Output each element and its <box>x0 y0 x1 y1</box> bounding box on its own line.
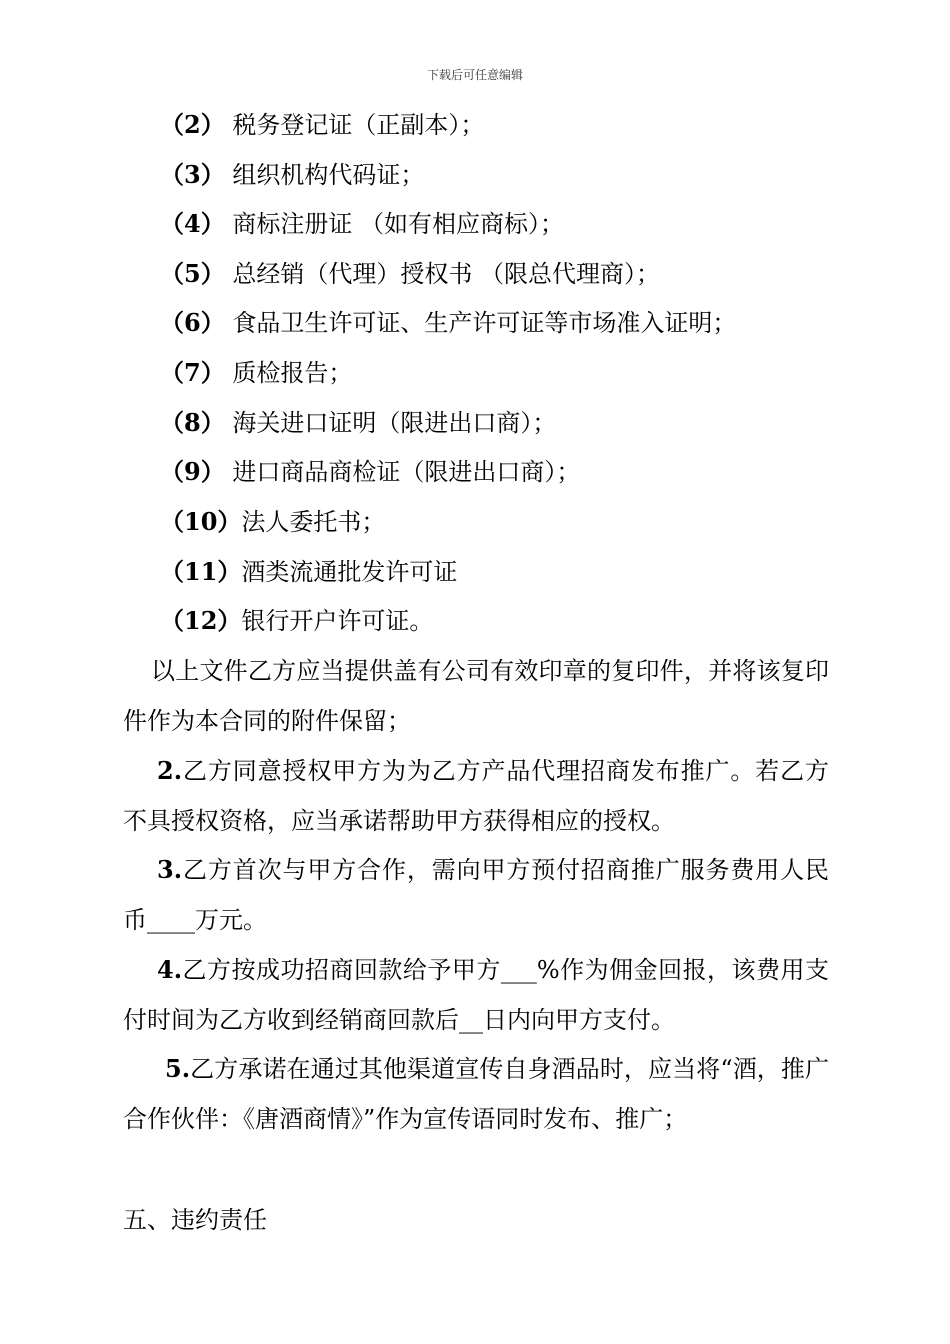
list-item <box>160 160 424 190</box>
list-item-number: （8） <box>160 408 225 437</box>
list-item <box>160 308 736 338</box>
list-item <box>160 606 433 636</box>
list-item-text: 组织机构代码证； <box>224 161 425 189</box>
list-item <box>160 110 484 140</box>
paragraph-clause-3 <box>123 845 829 945</box>
list-item <box>160 557 457 587</box>
list-item-text: 海关进口证明（限进出口商）； <box>224 409 557 437</box>
list-item-text: 银行开户许可证。 <box>241 607 434 635</box>
paragraph-text: 乙方按成功招商回款给予甲方___%作为佣金回报，该费用支付时间为乙方收到经销商回款后__日内向甲方支付。 <box>123 956 829 1034</box>
list-item-number: （7） <box>160 358 225 387</box>
clause-number: 2. <box>157 756 183 785</box>
list-item-text: 税务登记证（正副本）； <box>224 111 485 139</box>
clause-number: 5. <box>165 1054 191 1083</box>
list-item <box>160 358 352 388</box>
list-item <box>160 507 385 537</box>
list-item <box>160 408 556 438</box>
list-item-text: 酒类流通批发许可证 <box>241 558 458 586</box>
list-item-number: （11） <box>160 557 242 586</box>
list-item-number: （6） <box>160 308 225 337</box>
list-item-number: （10） <box>160 507 242 536</box>
list-item-text: 法人委托书； <box>241 508 386 536</box>
paragraph-clause-2 <box>123 746 829 846</box>
list-item <box>160 457 580 487</box>
paragraph-clause-5 <box>123 1044 829 1144</box>
list-item-number: （12） <box>160 606 242 635</box>
clause-number: 3. <box>157 855 183 884</box>
list-item-number: （4） <box>160 209 225 238</box>
clause-number: 4. <box>157 955 183 984</box>
paragraph-clause-4 <box>123 945 829 1045</box>
paragraph-text: 以上文件乙方应当提供盖有公司有效印章的复印件，并将该复印件作为本合同的附件保留； <box>123 657 829 735</box>
page-header-note: 下载后可任意编辑 <box>426 68 523 82</box>
list-item <box>160 259 660 289</box>
list-item-number: （5） <box>160 259 225 288</box>
list-item-number: （3） <box>160 160 225 189</box>
section-title: 五、违约责任 <box>123 1206 267 1234</box>
list-item-text: 食品卫生许可证、生产许可证等市场准入证明； <box>224 309 737 337</box>
list-item-text: 总经销（代理）授权书 （限总代理商）； <box>224 260 660 288</box>
paragraph-text: 乙方首次与甲方合作，需向甲方预付招商推广服务费用人民币____万元。 <box>123 856 829 934</box>
paragraph-text: 乙方同意授权甲方为为乙方产品代理招商发布推广。若乙方不具授权资格，应当承诺帮助甲方获得相应的授权。 <box>123 757 829 835</box>
list-item-number: （2） <box>160 110 225 139</box>
paragraph-attachments <box>123 646 829 746</box>
list-item-text: 进口商品商检证（限进出口商）； <box>224 458 581 486</box>
list-item <box>160 209 564 239</box>
list-item-number: （9） <box>160 457 225 486</box>
paragraph-text: 乙方承诺在通过其他渠道宣传自身酒品时，应当将“酒，推广合作伙伴：《唐酒商情》”作为宣传语同时发布、推广； <box>123 1055 829 1133</box>
list-item-text: 商标注册证 （如有相应商标）； <box>224 210 564 238</box>
list-item-text: 质检报告； <box>224 359 353 387</box>
